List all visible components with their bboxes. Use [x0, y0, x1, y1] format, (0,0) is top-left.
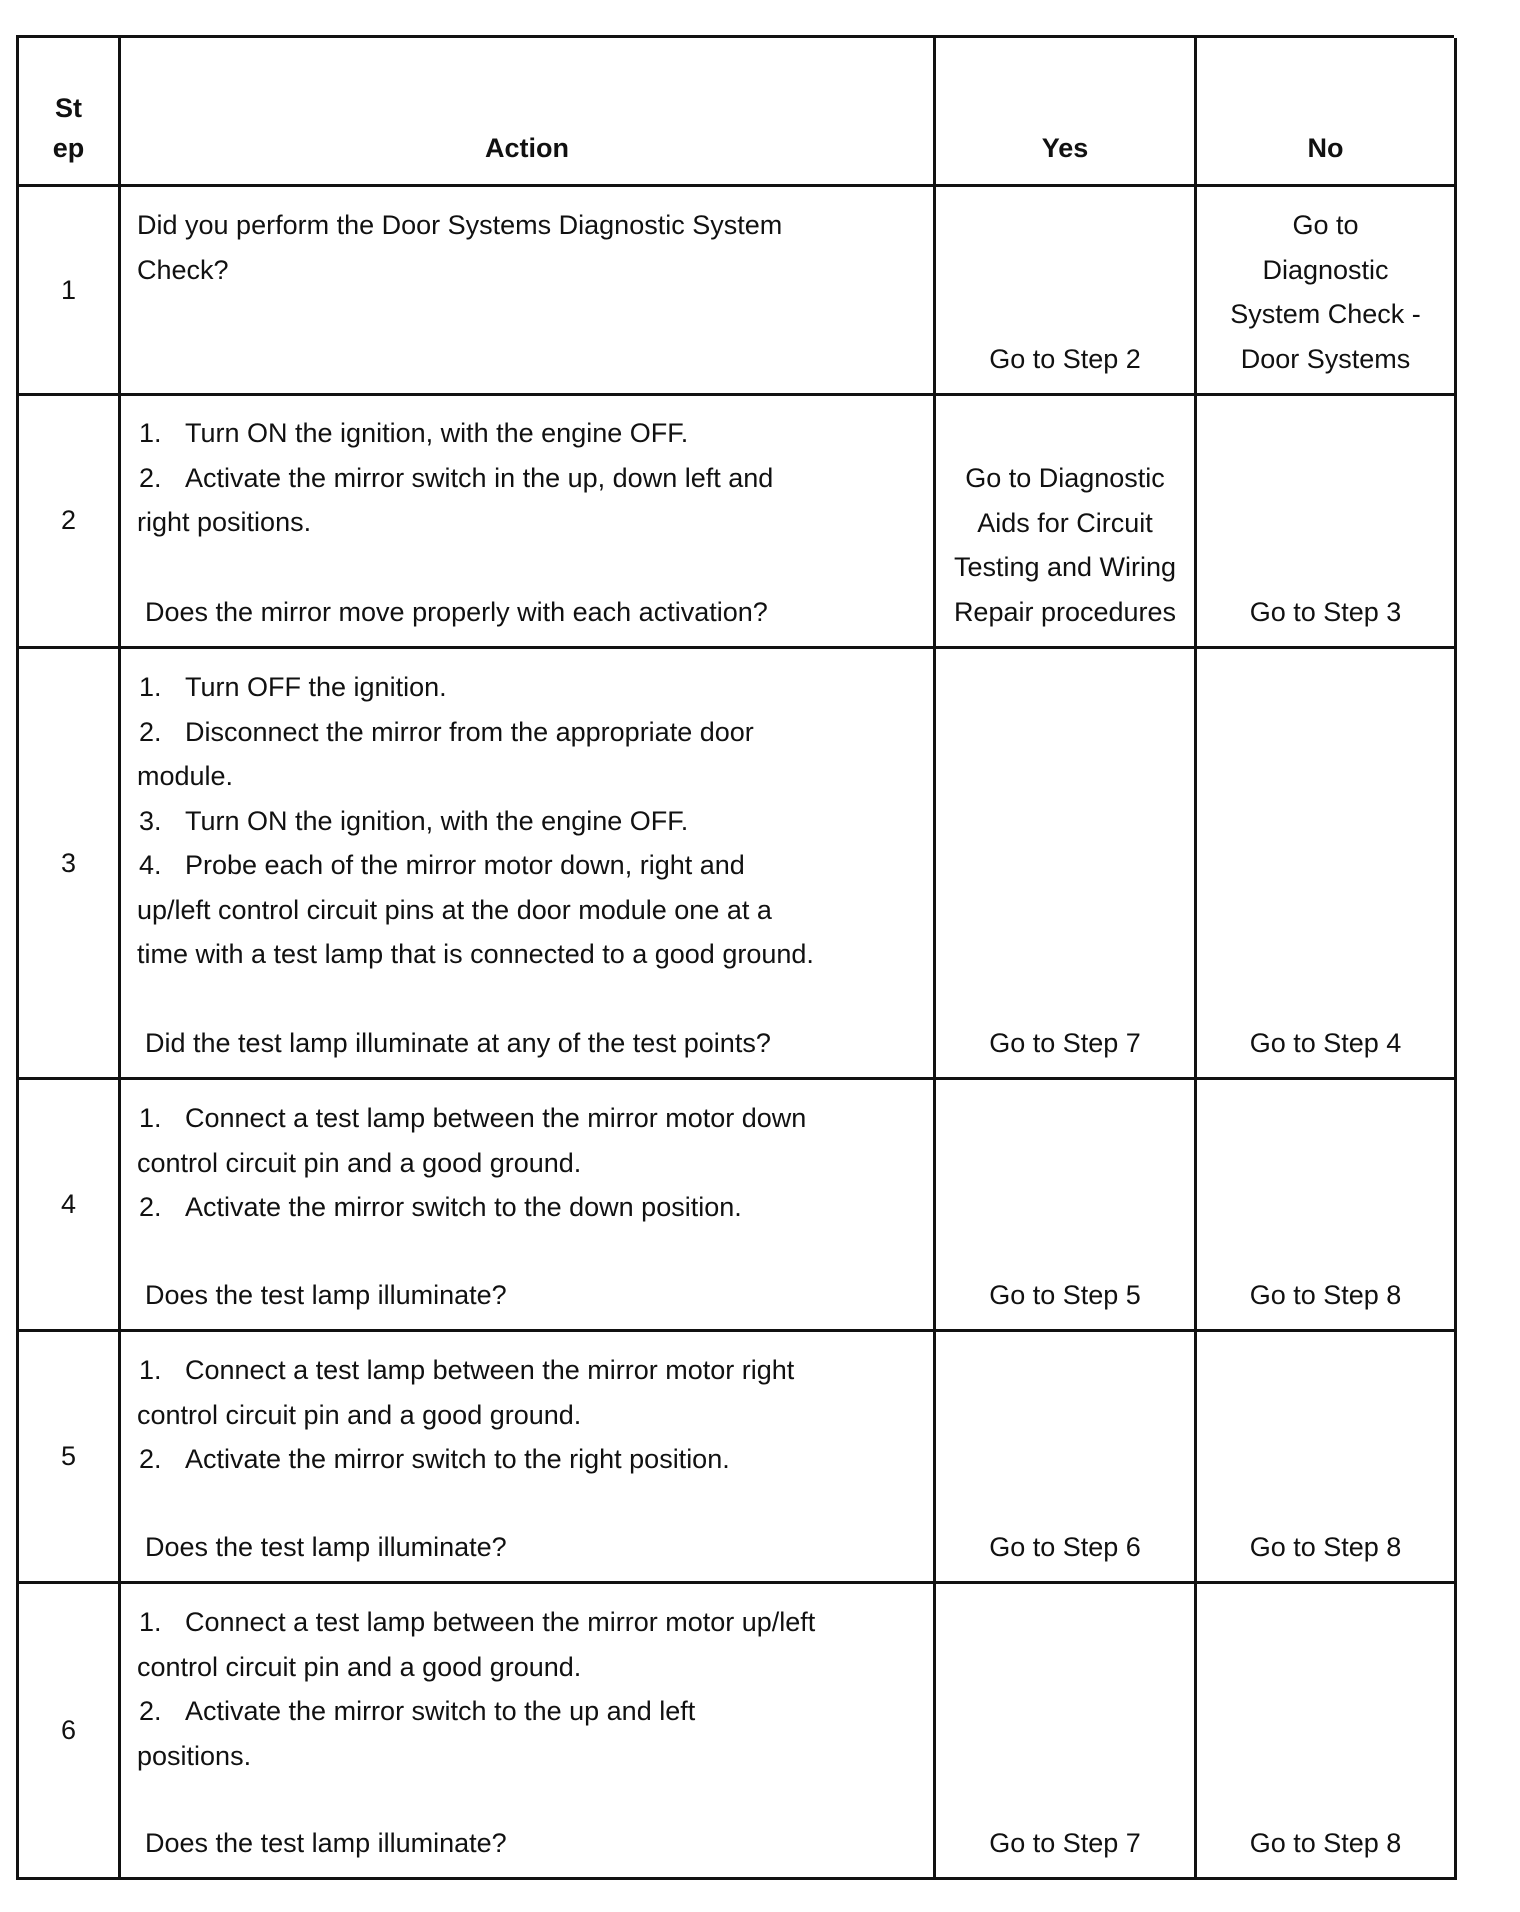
no-cell: Go to Step 3 [1197, 395, 1457, 649]
table-row [16, 187, 1454, 395]
step-number: 6 [19, 1584, 121, 1880]
action-item: 1. Turn ON the ignition, with the engine OFF. [139, 418, 689, 448]
table-row [16, 649, 1454, 1080]
action-question: Does the mirror move properly with each activation? [145, 596, 768, 627]
no-cell: Go to Step 4 [1197, 649, 1457, 1080]
no-cell: Go to Step 8 [1197, 1332, 1457, 1584]
yes-cell: Go to Diagnostic Aids for Circuit Testing and Wiring Repair procedures [936, 395, 1197, 649]
table-row [16, 1584, 1454, 1880]
table-header-row [16, 35, 1454, 187]
step-number: 2 [19, 395, 121, 649]
yes-cell: Go to Step 7 [936, 649, 1197, 1080]
header-no: No [1197, 38, 1457, 187]
yes-cell: Go to Step 7 [936, 1584, 1197, 1880]
action-item: 1. Connect a test lamp between the mirror motor right control circuit pin and a good ground. [137, 1355, 795, 1430]
yes-cell: Go to Step 6 [936, 1332, 1197, 1584]
action-cell [121, 649, 936, 1080]
action-item: 2. Activate the mirror switch to the right position. [139, 1444, 730, 1474]
action-cell [121, 1584, 936, 1880]
action-question: Does the test lamp illuminate? [145, 1279, 507, 1310]
action-text: Did you perform the Door Systems Diagnostic System Check? [137, 210, 783, 285]
action-cell [121, 1332, 936, 1584]
action-item: 4. Probe each of the mirror motor down, right and up/left control circuit pins at the door module one at a time with a test lamp that is connected to a good ground. [137, 850, 814, 969]
yes-cell: Go to Step 2 [936, 187, 1197, 396]
yes-cell: Go to Step 5 [936, 1080, 1197, 1332]
action-cell [121, 395, 936, 649]
action-item: 1. Turn OFF the ignition. [139, 672, 447, 702]
action-item: 1. Connect a test lamp between the mirror motor up/left control circuit pin and a good ground. [137, 1607, 816, 1682]
header-step: St ep [19, 38, 121, 187]
step-number: 4 [19, 1080, 121, 1332]
table-row [16, 1332, 1454, 1584]
step-number: 5 [19, 1332, 121, 1584]
no-cell: Go to Diagnostic System Check - Door Systems [1197, 187, 1457, 396]
header-yes: Yes [936, 38, 1197, 187]
header-action: Action [121, 38, 936, 187]
action-question: Did the test lamp illuminate at any of the test points? [145, 1027, 771, 1058]
no-cell: Go to Step 8 [1197, 1080, 1457, 1332]
action-item: 1. Connect a test lamp between the mirror motor down control circuit pin and a good ground. [137, 1103, 807, 1178]
table-row [16, 1080, 1454, 1332]
action-cell [121, 187, 936, 396]
action-question: Does the test lamp illuminate? [145, 1827, 507, 1858]
step-number: 3 [19, 649, 121, 1080]
action-question: Does the test lamp illuminate? [145, 1531, 507, 1562]
diagnostic-table [16, 35, 1454, 1880]
no-cell: Go to Step 8 [1197, 1584, 1457, 1880]
action-item: 2. Disconnect the mirror from the appropriate door module. [137, 716, 754, 791]
action-item: 2. Activate the mirror switch to the down position. [139, 1192, 742, 1222]
step-number: 1 [19, 187, 121, 396]
action-cell [121, 1080, 936, 1332]
action-item: 3. Turn ON the ignition, with the engine OFF. [139, 805, 689, 836]
table-row [16, 395, 1454, 649]
action-item: 2. Activate the mirror switch to the up and left positions. [137, 1696, 696, 1771]
action-item: 2. Activate the mirror switch in the up, down left and right positions. [137, 462, 774, 537]
